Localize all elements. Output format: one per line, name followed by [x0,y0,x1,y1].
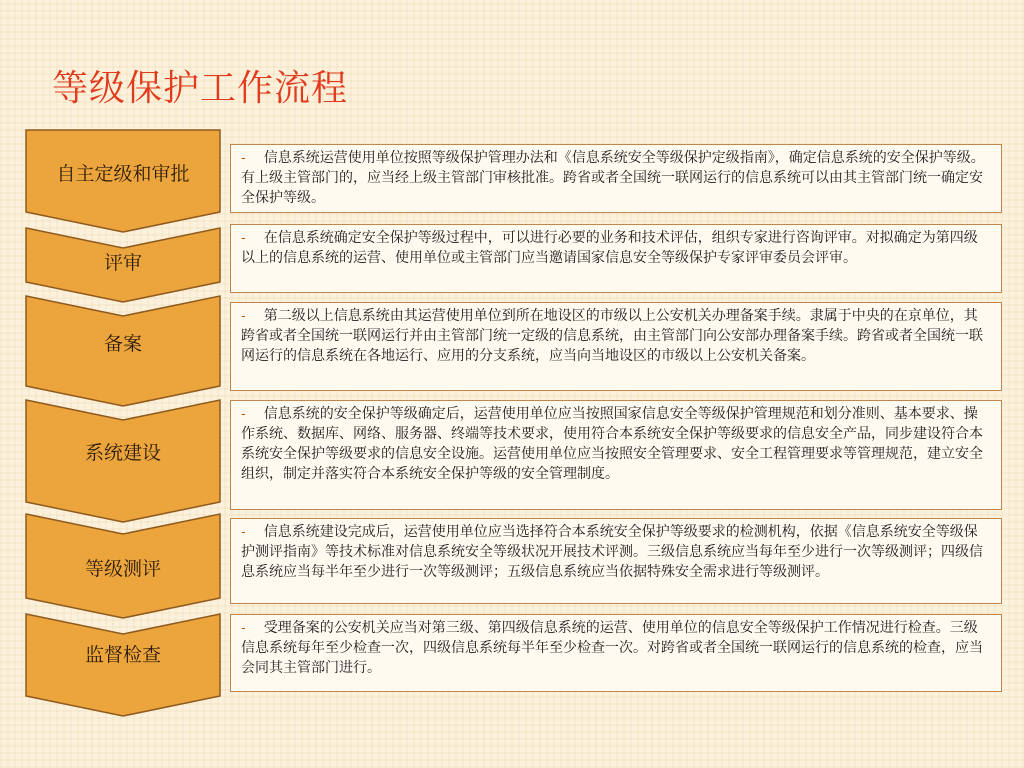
desc-text: 信息系统建设完成后，运营使用单位应当选择符合本系统安全保护等级要求的检测机构，依据《信息系统安全等级保护测评指南》等技术标准对信息系统安全等级状况开展技术评测。三级信息系统应当每年至少进行一次等级测评；四级信息系统应当每半年至少进行一次等级测评；五级信息系统应当依据特殊安全需求进行等级测评。 [241,524,983,580]
stage-chevrons [26,130,220,700]
desc-text: 信息系统的安全保护等级确定后，运营使用单位应当按照国家信息安全等级保护管理规范和划分准则、基本要求、操作系统、数据库、网络、服务器、终端等技术要求，使用符合本系统安全保护等级要求的信息安全产品，同步建设符合本系统安全保护等级要求的信息安全设施。运营使用单位应当按照安全管理要求、安全工程管理要求等管理规范，建立安全组织，制定并落实符合本系统安全保护等级的安全管理制度。 [241,406,983,482]
bullet-marker: - [241,620,246,636]
stage-label-construction: 系统建设 [84,442,161,464]
stage-label-review: 评审 [103,252,142,274]
desc-assessment [230,518,1002,604]
page-title: 等级保护工作流程 [52,68,349,109]
desc-text: 第二级以上信息系统由其运营使用单位到所在地设区的市级以上公安机关办理备案手续。隶属于中央的在京单位，其跨省或者全国统一联网运行并由主管部门统一定级的信息系统，由主管部门向公安部办理备案手续。跨省或者全国统一联网运行的信息系统在各地运行、应用的分支系统，应当向当地设区的市级以上公安机关备案。 [241,308,983,364]
bullet-marker: - [241,524,246,540]
stage-label-self-grading: 自主定级和审批 [56,163,190,185]
stage-label-filing: 备案 [103,333,142,355]
desc-text: 在信息系统确定安全保护等级过程中，可以进行必要的业务和技术评估，组织专家进行咨询评审。对拟确定为第四级以上的信息系统的运营、使用单位或主管部门应当邀请国家信息安全等级保护专家评审委员会评审。 [241,230,978,266]
process-stages [26,130,220,700]
desc-self-grading [230,144,1002,213]
bullet-marker: - [241,406,246,422]
bullet-marker: - [241,230,246,246]
bullet-marker: - [241,308,246,324]
bullet-marker: - [241,150,246,166]
desc-inspection [230,614,1002,692]
stage-label-assessment: 等级测评 [84,558,161,580]
stage-label-inspection: 监督检查 [84,644,161,666]
desc-review [230,224,1002,293]
desc-text: 受理备案的公安机关应当对第三级、第四级信息系统的运营、使用单位的信息安全等级保护工作情况进行检查。三级信息系统每年至少检查一次，四级信息系统每半年至少检查一次。对跨省或者全国统一联网运行的信息系统的检查，应当会同其主管部门进行。 [241,620,983,676]
desc-text: 信息系统运营使用单位按照等级保护管理办法和《信息系统安全等级保护定级指南》，确定信息系统的安全保护等级。有上级主管部门的，应当经上级主管部门审核批准。跨省或者全国统一联网运行的信息系统可以由其主管部门统一确定安全保护等级。 [241,150,985,206]
desc-construction [230,400,1002,510]
desc-filing [230,302,1002,391]
